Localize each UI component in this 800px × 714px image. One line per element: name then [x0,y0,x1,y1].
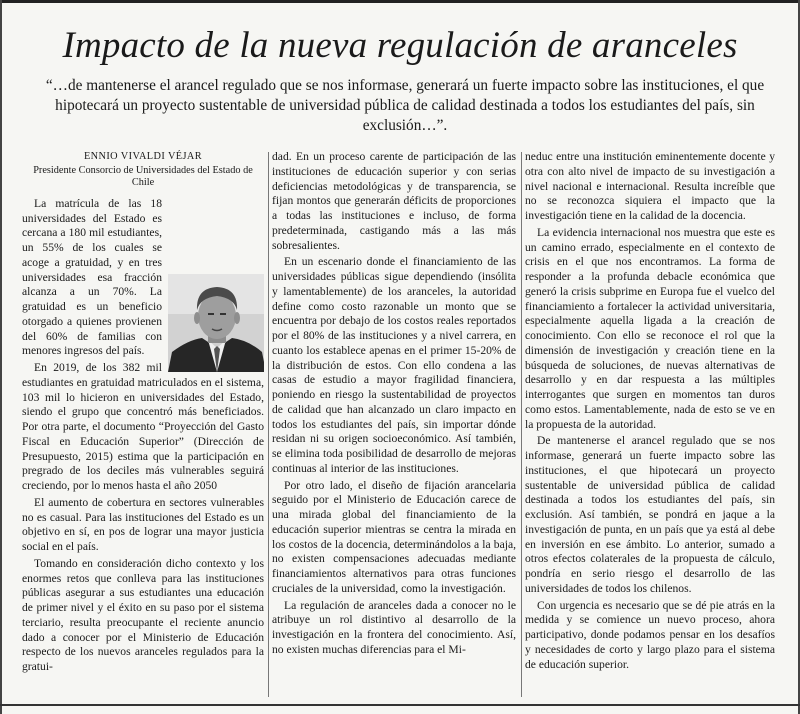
article-column-3 [525,150,775,698]
paragraph: De mantenerse el arancel regulado que se nos informase, generará un fuerte impacto sobre las instituciones, el que hipotecará un proyecto sustentable de universidad pública de calidad destinada a todos los estudiantes del país, sin exclusión. Así también, se pondrá en jaque a la investigación de punta, en un país que ya está al debe en inversión en ese ámbito. Lo anterior, sumado a otros efectos colaterales de la propuesta de cálculo, pondría en serio riesgo el desarrollo de las universidades de todos los chilenos. [525,434,775,595]
paragraph: neduc entre una institución eminentemente docente y otra con alto nivel de impacto de su investigación a nivel nacional e internacional. Resulta increíble que no se reconozca siquiera el impacto que la investigación tiene en la calidad de la docencia. [525,150,775,222]
left-border [0,0,2,714]
paragraph: En 2019, de los 382 mil estudiantes en gratuidad matriculados en el sistema, 103 mil lo hicieron en universidades del Estado, siendo el grupo que concentró más beneficiados. Por otra parte, el documento “Proyección del Gasto Fiscal en Educación Superior” (Dirección de Presupuesto, 2015) estima que la participación en pregrado de los deciles más vulnerables seguirá creciendo, por lo menos hasta el año 2050 [22,361,264,493]
paragraph: La evidencia internacional nos muestra que este es un camino errado, especialmente en el contexto de crisis en el que nos encontramos. La forma de responder a la profunda debacle económica que generó la crisis subprime en Europa fue el vuelco del financiamiento a fortalecer la actividad universitaria, especialmente aquella ligada a la creación de conocimiento. Con ello se reconoce el rol que la dimensión de investigación y creación tiene en la búsqueda de soluciones, de nuevas alternativas de desarrollo y en dar respuesta a las múltiples interrogantes que surgen en momentos tan duros como estos. Lamentablemente, nada de esto se ve en la propuesta de la autoridad. [525,225,775,431]
article-headline: Impacto de la nueva regulación de aranceles [62,25,738,66]
author-role: Presidente Consorcio de Universidades del Estado de Chile [33,164,253,189]
author-photo [168,274,264,372]
paragraph: La matrícula de las 18 universidades del Estado es cercana a 180 mil estudiantes, un 55% de los cuales se acoge a gratuidad, y en tres universidades esa fracción alcanza a un 70%. La gratuidad es un beneficio otorgado a quienes provienen del 60% de familias con menores ingresos del país. [22,196,162,358]
column-divider [521,152,522,697]
portrait-image [168,274,264,372]
paragraph: El aumento de cobertura en sectores vulnerables no es casual. Para las instituciones del Estado es un objetivo en sí, en pos de lograr una mayor justicia social en el país. [22,495,264,554]
bottom-border [0,704,800,706]
top-border [0,0,800,3]
paragraph: La regulación de aranceles dada a conocer no le atribuye un rol distintivo al desarrollo de la investigación en la frontera del conocimiento. Así, no existen muchas diferencias para el Mi- [272,598,516,656]
column-divider [268,152,269,697]
paragraph: Con urgencia es necesario que se dé pie atrás en la medida y se comience un nuevo proceso, ahora participativo, donde podamos pensar en los desafíos y necesidades de corto y largo plazo para el sistema de educación superior. [525,598,775,671]
paragraph: En un escenario donde el financiamiento de las universidades públicas sigue dependiendo (insólita y lamentablemente) de los aranceles, la autoridad define como costo razonable un monto que se encuentra por debajo de los costos reales reportados por el 80% de las instituciones y a nivel carrera, en cuanto los establece apenas en el primer 15-20% de la distribución de estos. Con ello condena a las casas de estudio a mayor fragilidad financiera, poniendo en riesgo la sustentabilidad de proyectos de calidad que han alcanzado un claro impacto en todos los estudiantes del país, sin importar dónde residan ni su origen socioeconómico. Así también, se elimina toda posibilidad de desarrollo de mejoras continuas al interior de las instituciones. [272,255,516,475]
paragraph: dad. En un proceso carente de participación de las instituciones de educación superior y con serias deficiencias metodológicas y de transparencia, se fijan montos que generarán déficits de proporciones a todas las instituciones e incluso, de forma predeterminada, castigando más a las más sobresalientes. [272,150,516,252]
author-name: ENNIO VIVALDI VÉJAR [83,151,202,162]
pull-quote-deck: “…de mantenerse el arancel regulado que se nos informase, generará un fuerte impacto sobre las instituciones, el que hipotecará un proyecto sustentable de universidad pública de calidad destinada a todos los estudiantes del país, sin exclusión…”. [45,77,765,134]
article-column-2 [272,150,516,698]
byline [22,150,264,190]
article-column-1 [22,150,264,698]
paragraph: Por otro lado, el diseño de fijación arancelaria seguido por el Ministerio de Educación carece de una mirada global del financiamiento de la educación superior mientras se centra la mirada en los costos de la docencia, determinándolos a la baja, no existen compensaciones adecuadas mediante financiamientos alternativos para otras funciones cruciales de la universidad, como la investigación. [272,478,516,595]
paragraph: Tomando en consideración dicho contexto y los enormes retos que conlleva para las instituciones públicas asegurar a sus estudiantes una educación de primer nivel y el éxito en su paso por el sistema terciario, resulta preocupante el reciente anuncio dado a conocer por el Ministerio de Educación respecto de los nuevos aranceles regulados para la gratui- [22,556,264,674]
